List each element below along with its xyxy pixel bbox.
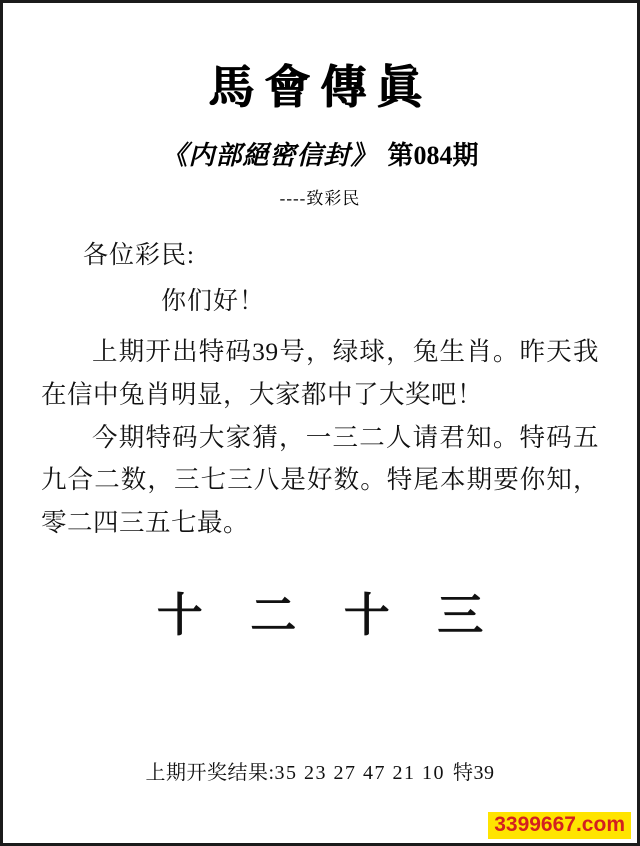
body-text: [41, 331, 599, 545]
last-draw-numbers: 35 23 27 47 21 10: [274, 762, 446, 784]
lucky-numbers: 十 二 十 三: [156, 590, 502, 642]
paragraph-2: 今期特码大家猜，一三二人请君知。特码五九合二数，三七三八是好数。特尾本期要你知，零二四三五七最。: [41, 422, 599, 538]
subtitle-brackets: 《内部絕密信封》: [161, 141, 378, 170]
issue-number: 第084期: [387, 141, 479, 170]
last-draw-special: 特39: [453, 762, 495, 784]
document-content: [3, 3, 637, 843]
paragraph-1: 上期开出特码39号，绿球，兔生肖。昨天我在信中兔肖明显，大家都中了大奖吧！: [41, 337, 599, 409]
last-draw-label: 上期开奖结果:: [145, 762, 275, 784]
page-title: 馬會傳眞: [208, 62, 432, 113]
greeting: 你们好！: [161, 288, 266, 315]
site-watermark: 3399667.com: [488, 812, 631, 839]
subtitle-row: [41, 135, 599, 172]
dedication-line: ----致彩民: [279, 189, 361, 208]
salutation: 各位彩民:: [83, 242, 195, 269]
last-draw-result: [3, 756, 637, 785]
